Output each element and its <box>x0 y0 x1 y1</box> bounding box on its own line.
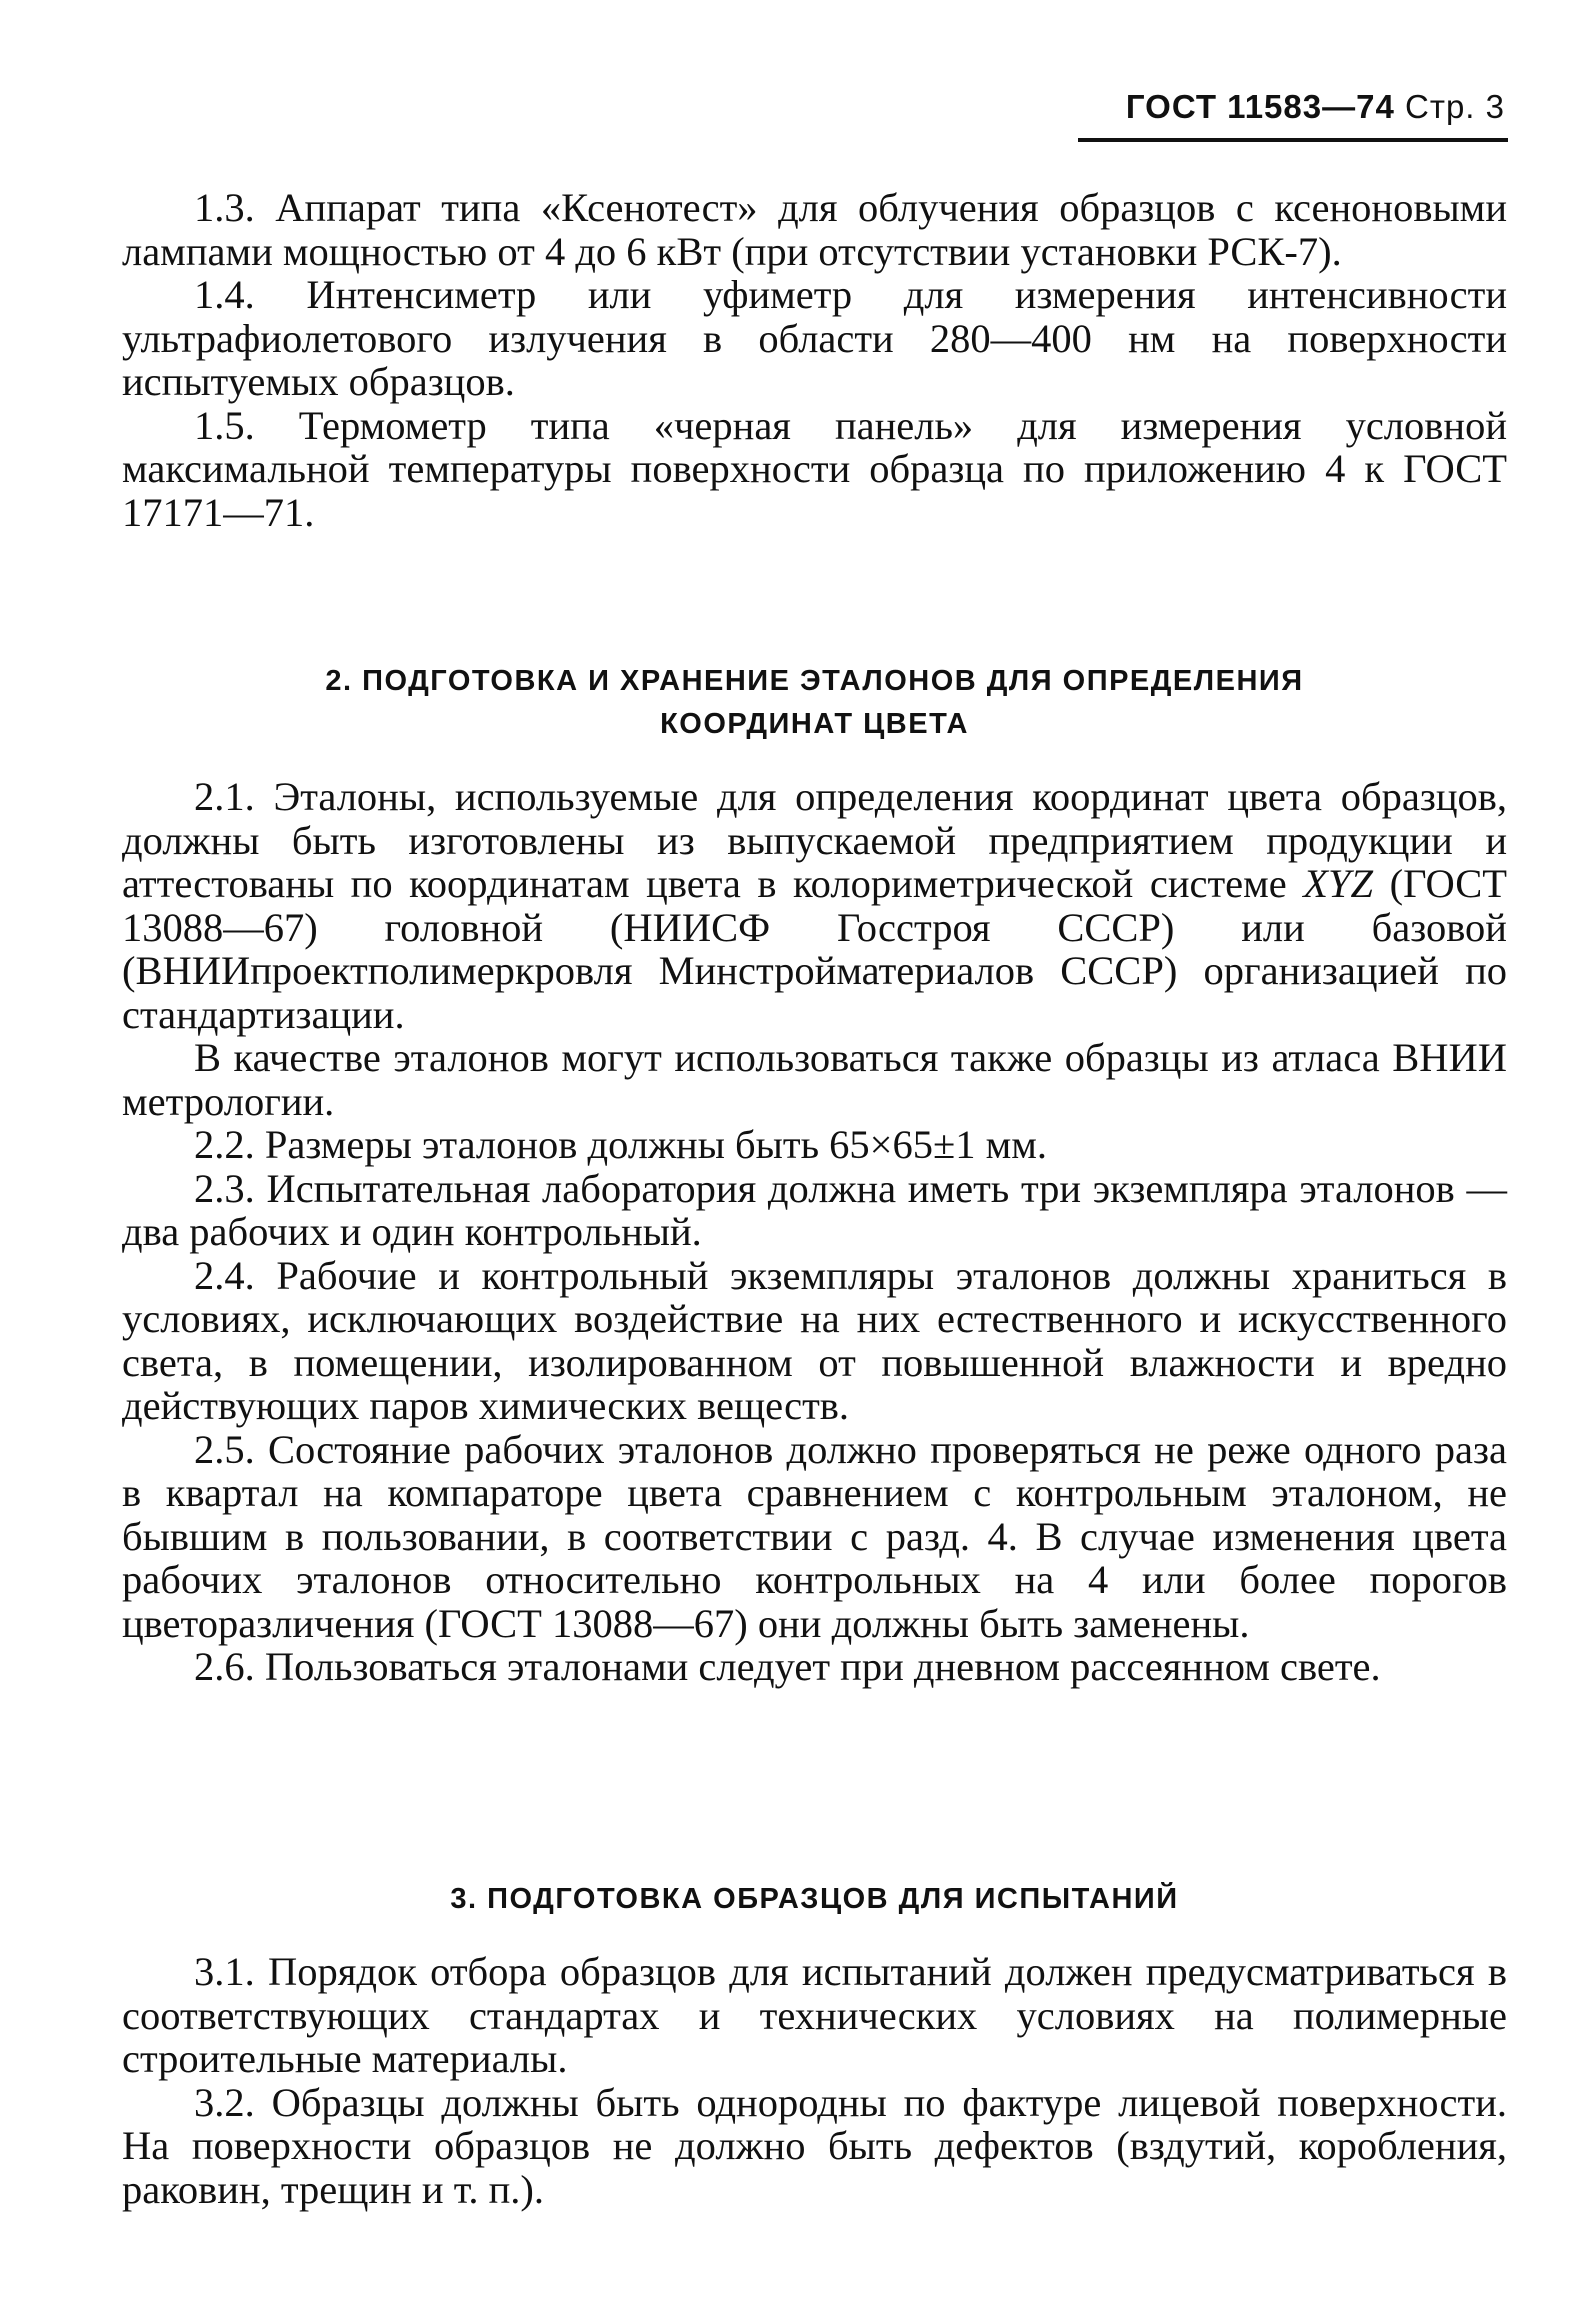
paragraph-2-4: 2.4. Рабочие и контрольный экземпляры эталонов должны храниться в условиях, исключающих воздействие на них естественного и искусственного света, в помещении, изолированном от повышенной влажности и вредно действующих паров химических веществ. <box>122 1252 1507 1428</box>
paragraph-1-4: 1.4. Интенсиметр или уфиметр для измерения интенсивности ультрафиолетового излучения в области 280—400 нм на поверхности испытуемых образцов. <box>122 272 1507 404</box>
running-header <box>1085 88 1505 126</box>
color-system-name: XYZ <box>1303 861 1374 906</box>
equipment-list <box>122 186 1507 534</box>
paragraph-2-3: 2.3. Испытательная лаборатория должна иметь три экземпляра эталонов — два рабочих и один контрольный. <box>122 1165 1507 1254</box>
paragraph-2-1-note: В качестве эталонов могут использоваться также образцы из атласа ВНИИ метрологии. <box>122 1035 1507 1124</box>
header-rule <box>1078 138 1508 142</box>
section-3-heading: 3. ПОДГОТОВКА ОБРАЗЦОВ ДЛЯ ИСПЫТАНИЙ <box>450 1883 1179 1915</box>
paragraph-2-6: 2.6. Пользоваться эталонами следует при дневном рассеянном свете. <box>194 1644 1381 1689</box>
paragraph-2-5: 2.5. Состояние рабочих эталонов должно проверяться не реже одного раза в квартал на компараторе цвета сравнением с контрольным эталоном, не бывшим в пользовании, в соответствии с разд. 4. В случае изменения цвета рабочих эталонов относительно контрольных на 4 или более порогов цветоразличения (ГОСТ 13088—67) они должны быть заменены. <box>122 1426 1507 1646</box>
paragraph-3-1: 3.1. Порядок отбора образцов для испытаний должен предусматриваться в соответствующих стандартах и технических условиях на полимерные строительные материалы. <box>122 1949 1507 2081</box>
paragraph-3-2: 3.2. Образцы должны быть однородны по фактуре лицевой поверхности. На поверхности образцов не должно быть дефектов (вздутий, коробления, раковин, трещин и т. п.). <box>122 2079 1507 2212</box>
paragraph-2-2: 2.2. Размеры эталонов должны быть 65×65±1 мм. <box>194 1122 1047 1167</box>
section-3-body <box>122 1950 1507 2211</box>
section-2-body <box>122 775 1507 1689</box>
page-number: Стр. 3 <box>1405 88 1505 125</box>
paragraph-2-1: 2.1. Эталоны, используемые для определения координат цвета образцов, должны быть изготовлены из выпускаемой предприятием продукции и аттестованы по координатам цвета в колориметрической системе XYZ (ГОСТ 13088—67) головной (НИИСФ Госстроя СССР) или базовой (ВНИИпроектполимеркровля Минстройматериалов СССР) организацией по стандартизации. <box>122 774 1508 1037</box>
standard-number: ГОСТ 11583—74 <box>1125 88 1395 125</box>
paragraph-1-3: 1.3. Аппарат типа «Ксенотест» для облучения образцов с ксеноновыми лампами мощностью от 4 до 6 кВт (при отсутствии установки РСК-7). <box>122 185 1507 274</box>
section-2-heading: 2. ПОДГОТОВКА И ХРАНЕНИЕ ЭТАЛОНОВ ДЛЯ ОПРЕДЕЛЕНИЯ КООРДИНАТ ЦВЕТА <box>325 665 1304 740</box>
paragraph-1-5: 1.5. Термометр типа «черная панель» для измерения условной максимальной температуры поверхности образца по приложению 4 к ГОСТ 17171—71. <box>122 402 1507 535</box>
